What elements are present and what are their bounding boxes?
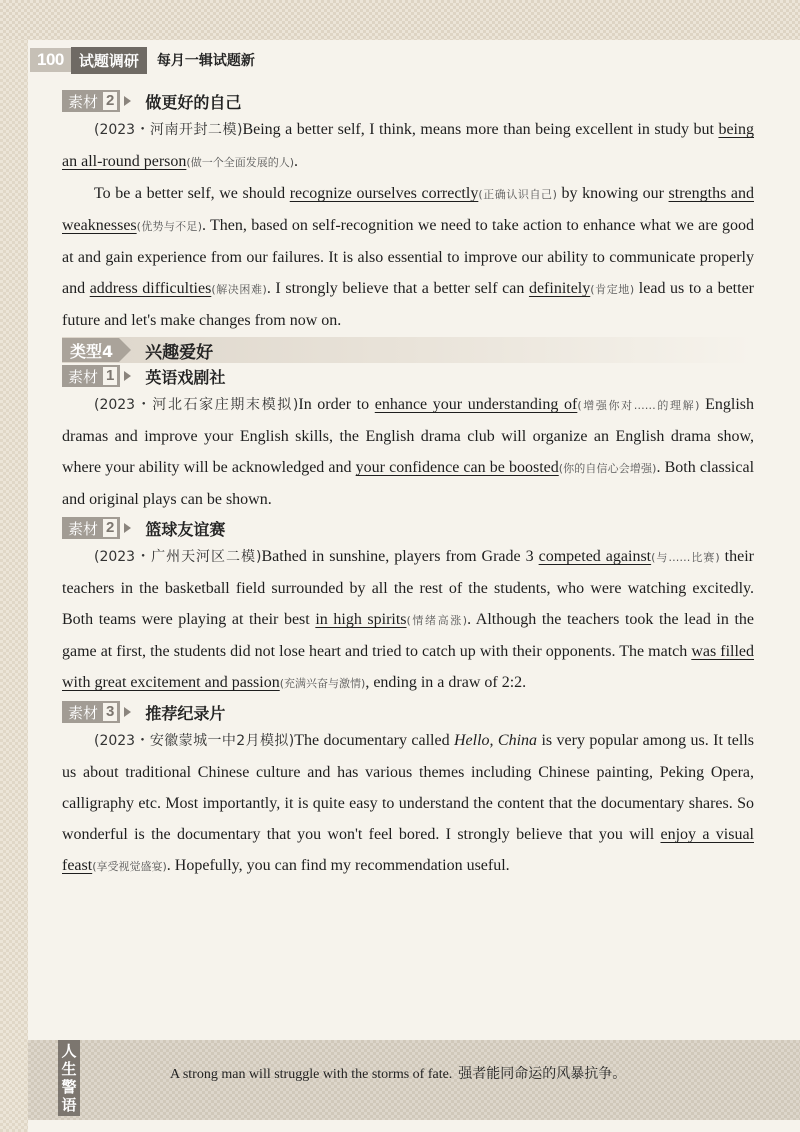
key-phrase: definitely [528, 280, 591, 297]
footer-quote [170, 1063, 770, 1083]
type-heading [62, 337, 754, 363]
phrase-annotation: (情绪高涨) [406, 614, 468, 627]
key-phrase: in high spirits [315, 611, 407, 628]
material-title: 英语戏剧社 [145, 367, 226, 387]
phrase-annotation: (增强你对……的理解) [577, 399, 700, 412]
triangle-right-icon [124, 707, 131, 717]
material-label: 素材 2 [62, 517, 120, 539]
top-decorative-band [0, 0, 800, 40]
material-label: 素材 1 [62, 365, 120, 387]
key-phrase: address difficulties [89, 280, 212, 297]
material-label: 素材 3 [62, 701, 120, 723]
key-phrase: competed against [538, 548, 652, 565]
phrase-annotation: (肯定地) [590, 283, 635, 296]
source-citation: (2023・河南开封二模) [94, 122, 243, 138]
page-header [30, 46, 255, 74]
source-citation: (2023・安徽蒙城一中2月模拟) [94, 733, 295, 749]
source-citation: (2023・河北石家庄期末模拟) [94, 397, 299, 413]
material-heading [62, 88, 754, 114]
triangle-right-icon [124, 371, 131, 381]
quote-chinese: 强者能同命运的风暴抗争。 [458, 1066, 627, 1082]
page-number: 100 [30, 48, 71, 72]
material-heading [62, 363, 754, 389]
material-label: 素材 2 [62, 90, 120, 112]
material-paragraph: (2023・河南开封二模)Being a better self, I think, means more than being excellent in study but being an all-round person(做一个全面发展的人). [62, 121, 754, 170]
key-phrase: was filled with great excitement and passion [62, 643, 755, 691]
material-number: 2 [102, 518, 118, 538]
triangle-right-icon [124, 523, 131, 533]
material-title: 篮球友谊赛 [145, 519, 226, 539]
key-phrase: enhance your understanding of [374, 396, 578, 413]
key-phrase: your confidence can be boosted [355, 459, 559, 476]
material-paragraph: To be a better self, we should recognize ourselves correctly(正确认识自己) by knowing our strengths and weaknesses(优势与不足). Then, based on self-recognition we need to take action to enhance what we are good at and gain experience from our failures. It is also essential to improve our ability to communicate properly and address difficulties(解决困难). I strongly believe that a better self can definitely(肯定地) lead us to a better future and let's make changes from now on. [62, 185, 754, 329]
material-paragraph: (2023・河北石家庄期末模拟)In order to enhance your understanding of(增强你对……的理解) English dramas and improve your English skills, the English drama club will organize an English drama show, where your ability will be acknowledged and your confidence can be boosted(你的自信心会增强). Both classical and original plays can be shown. [62, 396, 755, 508]
phrase-annotation: (正确认识自己) [478, 188, 557, 201]
material-number: 2 [102, 91, 118, 111]
header-tagline: 每月一辑试题新 [156, 53, 255, 69]
material-heading [62, 699, 754, 725]
source-citation: (2023・广州天河区二模) [94, 549, 262, 565]
material-paragraph: (2023・广州天河区二模)Bathed in sunshine, players from Grade 3 competed against(与……比赛) their teachers in the basketball field surrounded by all the rest of the students, who were watching excitedly. Both teams were playing at their best in high spirits(情绪高涨). Although the teachers took the lead in the game at first, the students did not lose heart and tried to catch up with their opponents. The match was filled with great excitement and passion(充满兴奋与激情), ending in a draw of 2:2. [62, 548, 755, 691]
key-phrase: being an all-round person [62, 121, 754, 170]
material-title: 做更好的自己 [145, 92, 242, 112]
documentary-title: Hello, China [453, 732, 538, 749]
type-title: 兴趣爱好 [145, 342, 214, 363]
phrase-annotation: (你的自信心会增强) [558, 462, 657, 475]
key-phrase: recognize ourselves correctly [289, 185, 479, 202]
triangle-right-icon [124, 96, 131, 106]
phrase-annotation: (享受视觉盛宴) [92, 860, 167, 873]
key-phrase: strengths and weaknesses [62, 185, 754, 234]
type-label: 类型4 [62, 338, 119, 362]
left-decorative-strip [0, 40, 28, 1132]
phrase-annotation: (与……比赛) [651, 551, 720, 564]
key-phrase: enjoy a visual feast [62, 826, 754, 874]
material-title: 推荐纪录片 [145, 703, 226, 723]
section-badge: 试题调研 [71, 47, 147, 74]
motto-side-tag: 人 生 警 语 [58, 1040, 80, 1116]
phrase-annotation: (优势与不足) [136, 220, 203, 233]
phrase-annotation: (充满兴奋与激情) [279, 677, 366, 690]
phrase-annotation: (做一个全面发展的人) [186, 156, 294, 169]
material-number: 3 [102, 702, 118, 722]
quote-english: A strong man will struggle with the storms of fate. [170, 1067, 453, 1082]
material-number: 1 [102, 366, 118, 386]
page-content [62, 88, 754, 882]
phrase-annotation: (解决困难) [211, 283, 267, 296]
material-paragraph: (2023・安徽蒙城一中2月模拟)The documentary called Hello, China is very popular among us. It tells us about traditional Chinese culture and has various themes including Chinese painting, Peking Opera, calligraphy etc. Most importantly, it is quite easy to understand the content that the documentary shares. So wonderful is the documentary that you won't feel bored. I strongly believe that you will enjoy a visual feast(享受视觉盛宴). Hopefully, you can find my recommendation useful. [62, 732, 754, 874]
material-heading [62, 515, 754, 541]
